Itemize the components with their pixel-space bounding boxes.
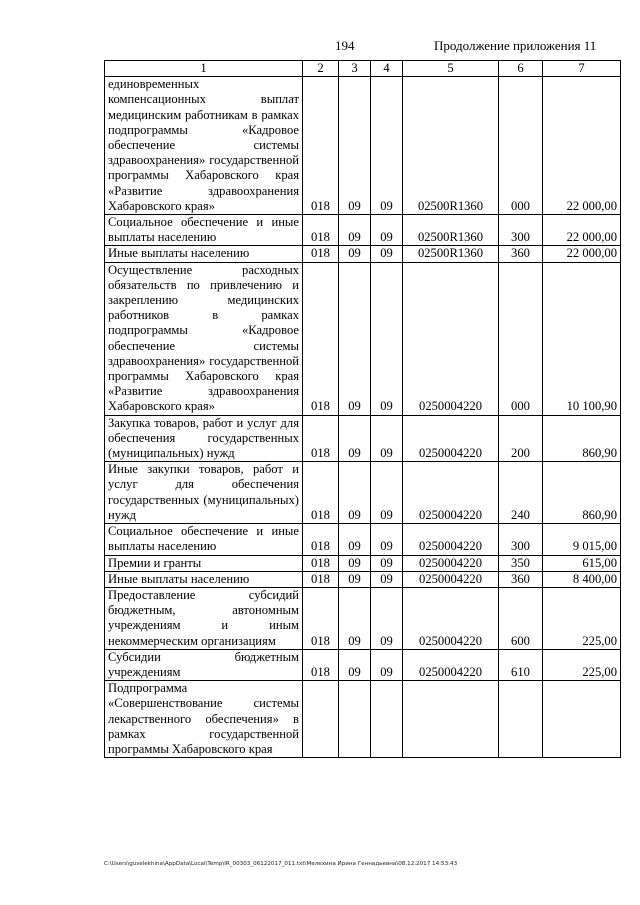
cell-admin-code: 018 (303, 462, 339, 524)
cell-expense-type: 200 (499, 415, 543, 462)
cell-admin-code (303, 681, 339, 758)
cell-amount: 8 400,00 (543, 571, 621, 587)
table-row (105, 262, 621, 415)
cell-target-article: 0250004220 (403, 415, 499, 462)
cell-admin-code: 018 (303, 571, 339, 587)
table-row (105, 215, 621, 246)
cell-subsection: 09 (371, 462, 403, 524)
budget-table (104, 60, 621, 758)
file-path-footer: C:\Users\guselekhina\AppData\Local\Temp\IR_00303_06122017_011.txt\Мелехина Ирина Геннадьевна\08.12.2017 14:53:43 (104, 861, 458, 867)
cell-section: 09 (339, 215, 371, 246)
cell-amount: 860,90 (543, 462, 621, 524)
cell-target-article: 02500R1360 (403, 215, 499, 246)
continuation-label: Продолжение приложения 11 (434, 38, 597, 53)
cell-expense-type: 000 (499, 262, 543, 415)
column-header: 6 (499, 61, 543, 77)
page-number: 194 (335, 38, 355, 53)
cell-admin-code: 018 (303, 555, 339, 571)
cell-section: 09 (339, 587, 371, 649)
cell-amount: 22 000,00 (543, 246, 621, 262)
cell-subsection (371, 681, 403, 758)
cell-subsection: 09 (371, 215, 403, 246)
cell-expense-type: 350 (499, 555, 543, 571)
cell-amount: 22 000,00 (543, 215, 621, 246)
cell-subsection: 09 (371, 587, 403, 649)
cell-target-article: 0250004220 (403, 555, 499, 571)
cell-admin-code: 018 (303, 262, 339, 415)
cell-admin-code: 018 (303, 246, 339, 262)
cell-section: 09 (339, 246, 371, 262)
cell-subsection: 09 (371, 415, 403, 462)
cell-target-article: 0250004220 (403, 462, 499, 524)
cell-admin-code: 018 (303, 415, 339, 462)
table-row (105, 246, 621, 262)
cell-subsection: 09 (371, 571, 403, 587)
table-row (105, 571, 621, 587)
cell-expense-type: 610 (499, 649, 543, 680)
cell-amount: 225,00 (543, 649, 621, 680)
cell-section: 09 (339, 77, 371, 215)
cell-expense-type: 600 (499, 587, 543, 649)
cell-subsection: 09 (371, 77, 403, 215)
cell-amount: 10 100,90 (543, 262, 621, 415)
cell-amount: 22 000,00 (543, 77, 621, 215)
cell-amount: 225,00 (543, 587, 621, 649)
column-header: 2 (303, 61, 339, 77)
table-row (105, 77, 621, 215)
cell-amount: 615,00 (543, 555, 621, 571)
column-header: 1 (105, 61, 303, 77)
table-row (105, 587, 621, 649)
table-row (105, 462, 621, 524)
cell-amount: 9 015,00 (543, 524, 621, 555)
column-header: 7 (543, 61, 621, 77)
cell-expense-type (499, 681, 543, 758)
row-name: Подпрограмма «Совершенствование системы лекарственного обеспечения» в рамках государственной программы Хабаровского края (105, 681, 303, 758)
cell-section: 09 (339, 262, 371, 415)
row-name: Предоставление субсидий бюджетным, автономным учреждениям и иным некоммерческим организациям (105, 587, 303, 649)
cell-admin-code: 018 (303, 77, 339, 215)
cell-expense-type: 300 (499, 524, 543, 555)
cell-target-article: 02500R1360 (403, 246, 499, 262)
cell-admin-code: 018 (303, 587, 339, 649)
row-name: Иные закупки товаров, работ и услуг для обеспечения государственных (муниципальных) нужд (105, 462, 303, 524)
cell-target-article: 02500R1360 (403, 77, 499, 215)
row-name: Премии и гранты (105, 555, 303, 571)
cell-section: 09 (339, 555, 371, 571)
cell-expense-type: 360 (499, 571, 543, 587)
cell-target-article (403, 681, 499, 758)
cell-admin-code: 018 (303, 649, 339, 680)
table-row (105, 415, 621, 462)
cell-target-article: 0250004220 (403, 649, 499, 680)
cell-amount (543, 681, 621, 758)
cell-expense-type: 360 (499, 246, 543, 262)
cell-section: 09 (339, 649, 371, 680)
cell-expense-type: 300 (499, 215, 543, 246)
row-name: Иные выплаты населению (105, 571, 303, 587)
cell-target-article: 0250004220 (403, 571, 499, 587)
row-name: единовременных компенсационных выплат медицинским работникам в рамках подпрограммы «Кадровое обеспечение системы здравоохранения» государственной программы Хабаровского края «Развитие здравоохранения Хабаровского края» (105, 77, 303, 215)
row-name: Социальное обеспечение и иные выплаты населению (105, 215, 303, 246)
cell-admin-code: 018 (303, 524, 339, 555)
cell-admin-code: 018 (303, 215, 339, 246)
column-header: 4 (371, 61, 403, 77)
table-row (105, 524, 621, 555)
cell-target-article: 0250004220 (403, 262, 499, 415)
table-row (105, 649, 621, 680)
header-row (105, 61, 621, 77)
cell-subsection: 09 (371, 262, 403, 415)
cell-subsection: 09 (371, 246, 403, 262)
cell-subsection: 09 (371, 649, 403, 680)
cell-section: 09 (339, 524, 371, 555)
cell-section: 09 (339, 415, 371, 462)
cell-subsection: 09 (371, 555, 403, 571)
cell-section: 09 (339, 571, 371, 587)
cell-target-article: 0250004220 (403, 587, 499, 649)
cell-expense-type: 240 (499, 462, 543, 524)
row-name: Субсидии бюджетным учреждениям (105, 649, 303, 680)
row-name: Осуществление расходных обязательств по привлечению и закреплению медицинских работников в рамках подпрограммы «Кадровое обеспечение системы здравоохранения» государственной программы Хабаровского края «Развитие здравоохранения Хабаровского края» (105, 262, 303, 415)
column-header: 3 (339, 61, 371, 77)
column-header: 5 (403, 61, 499, 77)
row-name: Социальное обеспечение и иные выплаты населению (105, 524, 303, 555)
table-row (105, 681, 621, 758)
cell-expense-type: 000 (499, 77, 543, 215)
cell-section: 09 (339, 462, 371, 524)
cell-subsection: 09 (371, 524, 403, 555)
table-row (105, 555, 621, 571)
row-name: Иные выплаты населению (105, 246, 303, 262)
row-name: Закупка товаров, работ и услуг для обеспечения государственных (муниципальных) нужд (105, 415, 303, 462)
cell-section (339, 681, 371, 758)
cell-target-article: 0250004220 (403, 524, 499, 555)
cell-amount: 860,90 (543, 415, 621, 462)
